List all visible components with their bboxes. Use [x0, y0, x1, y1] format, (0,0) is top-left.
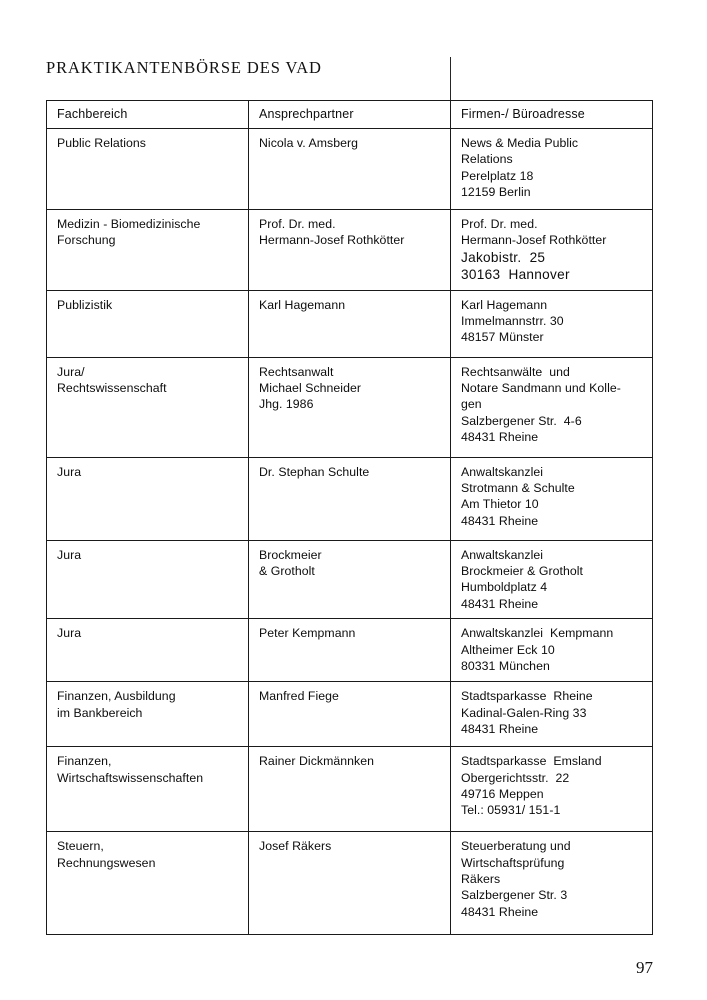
cell-line: Salzbergener Str. 4-6 — [461, 413, 582, 428]
cell-line: Karl Hagemann — [259, 297, 346, 312]
cell-line: & Grotholt — [259, 564, 315, 579]
cell-ansprechpartner — [249, 540, 451, 619]
cell-fachbereich — [47, 357, 249, 457]
cell-line: Manfred Fiege — [259, 689, 339, 704]
cell-line: Karl Hagemann — [461, 297, 548, 312]
cell-line: Obergerichtsstr. 22 — [461, 770, 570, 785]
cell-fachbereich — [47, 747, 249, 832]
cell-line: Stadtsparkasse Emsland — [461, 754, 602, 769]
cell-line: Altheimer Eck 10 — [461, 642, 555, 657]
cell-ansprechpartner — [249, 210, 451, 291]
cell-ansprechpartner — [249, 129, 451, 210]
cell-line: Jura/ — [57, 364, 85, 379]
cell-line: Prof. Dr. med. — [259, 217, 336, 231]
cell-line: Hermann-Josef Rothkötter — [461, 233, 607, 248]
cell-line: Anwaltskanzlei — [461, 547, 544, 562]
cell-line: Anwaltskanzlei — [461, 464, 544, 479]
cell-line: Am Thietor 10 — [461, 497, 539, 512]
cell-adresse — [451, 457, 653, 540]
cell-line: Peter Kempmann — [259, 626, 356, 641]
cell-line: Nicola v. Amsberg — [259, 136, 359, 150]
cell-line: 48431 Rheine — [461, 430, 539, 445]
cell-line: 80331 München — [461, 659, 550, 674]
cell-line: Wirtschaftswissenschaften — [57, 770, 204, 785]
cell-line: Rechtsanwälte und — [461, 364, 570, 379]
cell-fachbereich — [47, 832, 249, 935]
cell-line: Anwaltskanzlei Kempmann — [461, 626, 614, 641]
cell-fachbereich — [47, 129, 249, 210]
cell-line: Publizistik — [57, 297, 113, 312]
cell-line: 12159 Berlin — [461, 185, 531, 200]
column-header-ansprechpartner: Ansprechpartner — [249, 101, 451, 129]
cell-adresse — [451, 832, 653, 935]
table-row — [47, 832, 653, 935]
cell-ansprechpartner — [249, 457, 451, 540]
cell-line: 48431 Rheine — [461, 722, 539, 737]
cell-line: Stadtsparkasse Rheine — [461, 689, 593, 704]
cell-line: Immelmannstrr. 30 — [461, 314, 564, 329]
cell-line: Jura — [57, 626, 82, 641]
cell-adresse — [451, 747, 653, 832]
column-header-fachbereich: Fachbereich — [47, 101, 249, 129]
table-row — [47, 540, 653, 619]
cell-ansprechpartner — [249, 747, 451, 832]
cell-line: 30163 Hannover — [461, 267, 570, 283]
cell-line: Notare Sandmann und Kolle- — [461, 381, 621, 396]
cell-adresse — [451, 129, 653, 210]
cell-line: News & Media Public — [461, 136, 579, 150]
cell-ansprechpartner — [249, 832, 451, 935]
cell-line: im Bankbereich — [57, 705, 143, 720]
table-header — [47, 101, 653, 129]
cell-line: Relations — [461, 152, 513, 167]
cell-line: Tel.: 05931/ 151-1 — [461, 803, 561, 818]
cell-line: Kadinal-Galen-Ring 33 — [461, 705, 587, 720]
cell-fachbereich — [47, 619, 249, 682]
cell-line: 48157 Münster — [461, 330, 544, 345]
cell-line: Brockmeier — [259, 547, 322, 562]
cell-line: gen — [461, 397, 482, 412]
cell-line: Michael Schneider — [259, 381, 362, 396]
cell-adresse — [451, 540, 653, 619]
page-title: PRAKTIKANTENBÖRSE DES VAD — [46, 58, 322, 77]
cell-line: Jura — [57, 547, 82, 562]
cell-adresse — [451, 682, 653, 747]
cell-line: Brockmeier & Grotholt — [461, 564, 584, 579]
cell-line: Public Relations — [57, 136, 146, 150]
cell-fachbereich — [47, 540, 249, 619]
vertical-rule-artifact — [450, 57, 451, 100]
cell-line: Jhg. 1986 — [259, 397, 314, 412]
cell-line: Wirtschaftsprüfung — [461, 855, 565, 870]
cell-line: Finanzen, Ausbildung — [57, 689, 176, 704]
cell-line: Medizin - Biomedizinische — [57, 217, 201, 231]
cell-line: Dr. Stephan Schulte — [259, 464, 370, 479]
table-row — [47, 290, 653, 357]
cell-line: Salzbergener Str. 3 — [461, 888, 568, 903]
cell-line: Steuern, — [57, 839, 104, 854]
internship-table — [46, 100, 653, 935]
cell-ansprechpartner — [249, 682, 451, 747]
table-row — [47, 210, 653, 291]
cell-line: Rechtswissenschaft — [57, 381, 167, 396]
cell-line: 48431 Rheine — [461, 904, 539, 919]
table-row — [47, 129, 653, 210]
cell-line: Perelplatz 18 — [461, 168, 534, 183]
cell-line: Josef Räkers — [259, 839, 332, 854]
cell-line: 48431 Rheine — [461, 596, 539, 611]
cell-ansprechpartner — [249, 357, 451, 457]
cell-adresse — [451, 619, 653, 682]
cell-line: Rainer Dickmännken — [259, 754, 375, 769]
cell-line: 49716 Meppen — [461, 787, 544, 802]
table-row — [47, 619, 653, 682]
cell-fachbereich — [47, 290, 249, 357]
table-row — [47, 747, 653, 832]
table-header-row — [47, 101, 653, 129]
table-row — [47, 682, 653, 747]
cell-fachbereich — [47, 210, 249, 291]
cell-line: Rechtsanwalt — [259, 364, 334, 379]
cell-ansprechpartner — [249, 290, 451, 357]
cell-line: 48431 Rheine — [461, 513, 539, 528]
cell-line: Strotmann & Schulte — [461, 481, 575, 496]
cell-line: Steuerberatung und — [461, 839, 571, 854]
cell-adresse — [451, 210, 653, 291]
cell-line: Jakobistr. 25 — [461, 249, 546, 265]
cell-line: Forschung — [57, 233, 116, 248]
cell-line: Jura — [57, 464, 82, 479]
cell-adresse — [451, 357, 653, 457]
cell-line: Hermann-Josef Rothkötter — [259, 233, 405, 248]
cell-adresse — [451, 290, 653, 357]
cell-fachbereich — [47, 682, 249, 747]
cell-ansprechpartner — [249, 619, 451, 682]
column-header-adresse: Firmen-/ Büroadresse — [451, 101, 653, 129]
page-number: 97 — [636, 958, 653, 977]
table-row — [47, 457, 653, 540]
cell-line: Prof. Dr. med. — [461, 217, 538, 231]
cell-line: Räkers — [461, 872, 501, 887]
table-body — [47, 129, 653, 935]
table-row — [47, 357, 653, 457]
internship-table-container — [46, 100, 652, 935]
cell-line: Rechnungswesen — [57, 855, 156, 870]
cell-line: Humboldplatz 4 — [461, 580, 548, 595]
cell-line: Finanzen, — [57, 754, 112, 769]
cell-fachbereich — [47, 457, 249, 540]
